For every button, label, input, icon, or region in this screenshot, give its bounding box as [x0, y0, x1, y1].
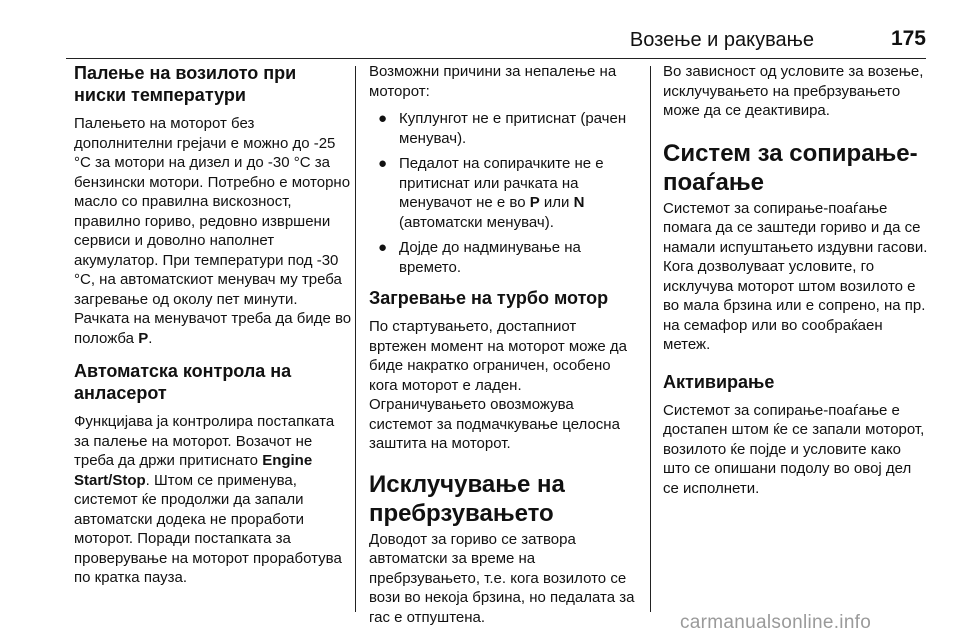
text: Палењето на моторот без дополнителни грејачи е можно до -25 °C за мотори на дизел и до -30 °C за бензински мотори. Потребно е моторно масло со правилна вискозност, правилно гориво, редовно извршени сервиси и доволно наполнет акумулатор. При температури под -30 °C, на автоматскиот менувач му треба загревање од околу пет минути. Рачката на менувачот треба да биде во положба [74, 115, 352, 347]
heading-overrun: Исклучување на пребрзувањето [369, 470, 565, 527]
column-1 [74, 62, 352, 600]
bullet-icon: ● [378, 239, 388, 256]
paragraph-auto-start [74, 412, 352, 588]
column-divider [355, 66, 356, 612]
engine-start-stop-label: Engine Start/Stop [74, 452, 313, 489]
paragraph-reasons: Возможни причини за непалење на моторот: [369, 63, 617, 100]
reasons-list [369, 109, 636, 277]
column-divider [650, 66, 651, 612]
text: (автоматски менувач). [399, 213, 554, 231]
paragraph-cold-start [74, 114, 352, 348]
column-2 [369, 62, 636, 639]
text: . Штом се применува, системот ќе продолжи да запали автоматски додека не проработи моторот. Поради постапката за проверување на моторот проработува по кратка пауза. [74, 471, 342, 586]
text: или [539, 194, 574, 211]
heading-auto-start: Автоматска контрола на анласерот [74, 361, 292, 403]
paragraph-stop-start: Системот за сопирање-поаѓање помага да се заштеди гориво и да се намали испуштањето издувни гасови. Кога дозволуваат условите, го исклучува моторот штом возилото е во мала брзина или е сопрено, на пр. на семафор или во сообраќаен метеж. [663, 199, 928, 353]
gear-p-label: P [529, 194, 540, 211]
list-item [369, 109, 636, 148]
paragraph-turbo: По стартувањето, достапниот вртежен момент на моторот може да биде накратко ограничен, особено кога моторот е ладен. Ограничувањето овозможува системот за подмачкување целосна заштита на моторот. [369, 318, 627, 452]
heading-turbo: Загревање на турбо мотор [369, 288, 609, 308]
page-header [66, 22, 926, 59]
text: . [148, 329, 153, 347]
bullet-icon: ● [378, 110, 388, 127]
text: Дојде до надминување на времето. [399, 239, 581, 276]
text: Педалот на сопирачките не е притиснат или рачката на менувачот не е во [399, 155, 604, 211]
watermark: carmanualsonline.info [680, 612, 872, 633]
paragraph-depend: Во зависност од условите за возење, исклучувањето на пребрзувањето може да се деактивира. [663, 63, 924, 119]
section-title: Возење и ракување [629, 29, 814, 51]
gear-p-label: P [138, 329, 149, 347]
page-number: 175 [890, 27, 926, 50]
heading-stop-start: Систем за сопирање-поаѓање [663, 139, 918, 196]
paragraph-activation: Системот за сопирање-поаѓање е достапен штом ќе се запали моторот, возилото ќе појде и условите како што се опишани подолу во овој дел се исполнети. [663, 401, 925, 497]
text: Функцијава ја контролира постапката за палење на моторот. Возачот не треба да држи притиснато [74, 413, 335, 469]
gear-n-label: N [573, 194, 585, 211]
heading-activation: Активирање [663, 371, 775, 392]
list-item [369, 238, 636, 277]
heading-cold-start: Палење на возилото при ниски температури [74, 63, 297, 105]
column-3 [663, 62, 931, 510]
list-item [369, 154, 636, 232]
paragraph-overrun: Доводот за гориво се затвора автоматски за време на пребрзувањето, т.е. кога возилото се вози во некоја брзина, но педалата за гас е отпуштена. [369, 530, 635, 626]
text: Куплунгот не е притиснат (рачен менувач). [399, 110, 627, 147]
bullet-icon: ● [378, 155, 388, 172]
